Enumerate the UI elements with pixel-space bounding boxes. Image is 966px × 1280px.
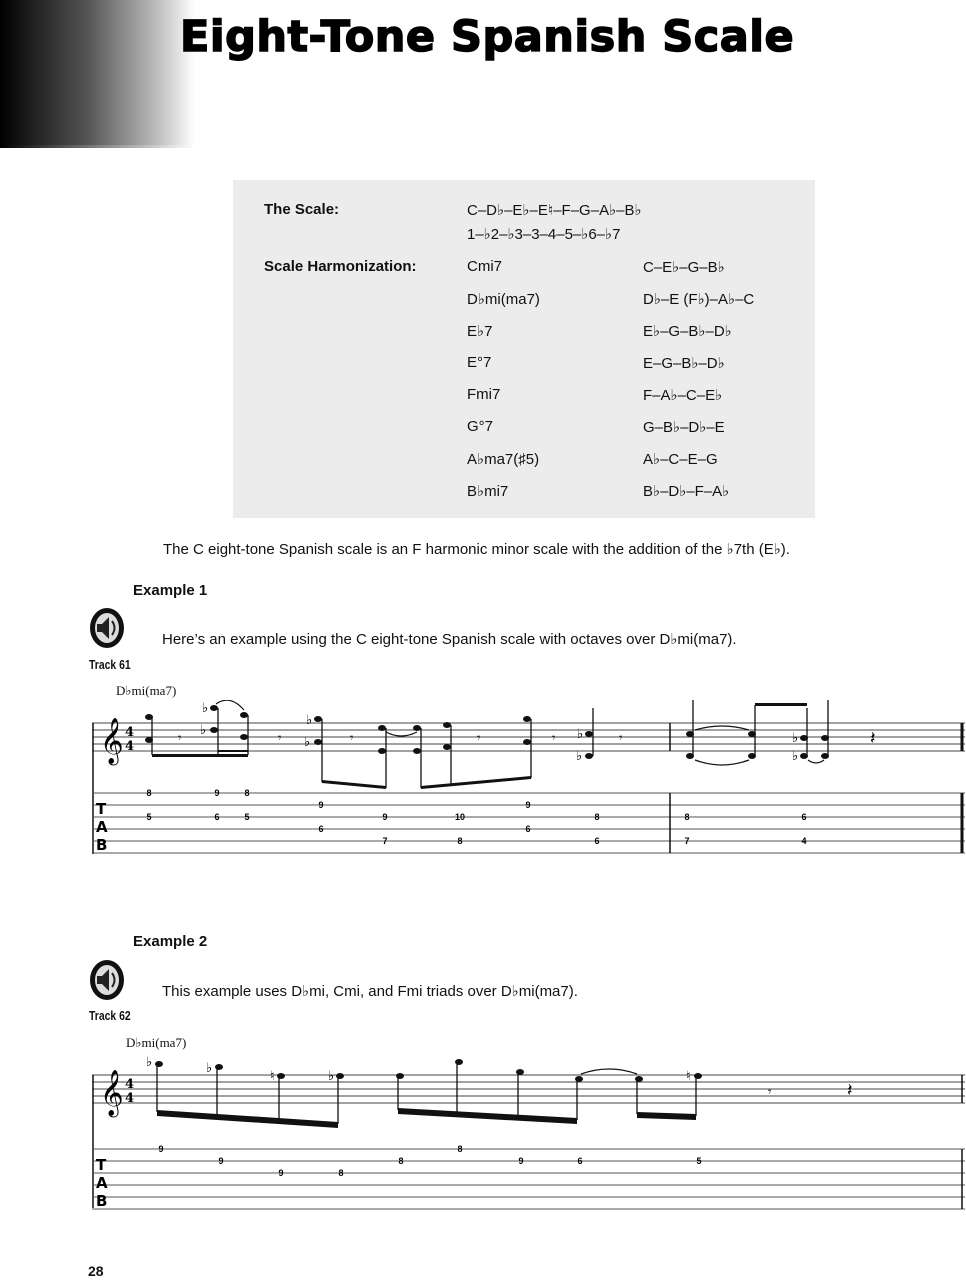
chord-name: A♭ma7(♯5)	[467, 451, 540, 468]
svg-text:A: A	[96, 1174, 108, 1192]
svg-text:𝄞: 𝄞	[100, 718, 124, 764]
chord-name: Cmi7	[467, 258, 503, 275]
svg-text:9: 9	[278, 1168, 284, 1178]
svg-text:8: 8	[457, 1144, 463, 1154]
page-number: 28	[88, 1263, 104, 1279]
description-text: The C eight-tone Spanish scale is an F harmonic minor scale with the addition of the ♭7th (E♭).	[163, 541, 790, 558]
svg-text:B: B	[96, 836, 108, 854]
svg-text:9: 9	[525, 800, 531, 810]
svg-text:4: 4	[801, 836, 807, 846]
example-2-notation	[92, 1052, 966, 1212]
svg-text:♭: ♭	[792, 749, 799, 764]
svg-text:B: B	[96, 1192, 108, 1210]
svg-text:♭: ♭	[577, 727, 584, 742]
svg-text:7: 7	[382, 836, 388, 846]
tab-clef	[96, 800, 108, 854]
svg-text:5: 5	[696, 1156, 702, 1166]
svg-text:6: 6	[214, 812, 220, 822]
svg-text:𝄾: 𝄾	[477, 731, 481, 746]
svg-text:6: 6	[594, 836, 600, 846]
svg-text:8: 8	[338, 1168, 344, 1178]
scale-notes: C–D♭–E♭–E♮–F–G–A♭–B♭	[467, 202, 642, 219]
svg-text:9: 9	[318, 800, 324, 810]
svg-text:6: 6	[318, 824, 324, 834]
svg-text:9: 9	[158, 1144, 164, 1154]
svg-text:4: 4	[125, 1091, 135, 1106]
chord-notes: B♭–D♭–F–A♭	[643, 483, 730, 500]
svg-text:6: 6	[525, 824, 531, 834]
svg-text:4: 4	[125, 739, 135, 754]
svg-text:♭: ♭	[146, 1055, 153, 1070]
example-2-title: Example 2	[133, 933, 208, 950]
chord-notes: D♭–E (F♭)–A♭–C	[643, 291, 755, 308]
svg-text:𝄽: 𝄽	[847, 1080, 853, 1101]
svg-text:𝄾: 𝄾	[768, 1085, 772, 1100]
chord-name: B♭mi7	[467, 483, 509, 500]
svg-text:♭: ♭	[206, 1061, 213, 1076]
chord-notes: E–G–B♭–D♭	[643, 355, 725, 372]
svg-text:5: 5	[244, 812, 250, 822]
svg-text:9: 9	[218, 1156, 224, 1166]
chord-notes: C–E♭–G–B♭	[643, 259, 725, 276]
svg-text:4: 4	[125, 1077, 135, 1092]
svg-text:♮: ♮	[270, 1069, 275, 1084]
svg-text:9: 9	[382, 812, 388, 822]
svg-text:8: 8	[244, 788, 250, 798]
example-1-notation	[92, 700, 966, 860]
svg-text:𝄾: 𝄾	[278, 731, 282, 746]
svg-text:𝄾: 𝄾	[350, 731, 354, 746]
chord-notes: F–A♭–C–E♭	[643, 387, 723, 404]
svg-text:10: 10	[454, 812, 466, 822]
svg-text:𝄽: 𝄽	[870, 728, 876, 749]
svg-text:5: 5	[146, 812, 152, 822]
svg-text:9: 9	[214, 788, 220, 798]
chord-name: E°7	[467, 354, 492, 371]
svg-text:6: 6	[577, 1156, 583, 1166]
svg-text:7: 7	[684, 836, 690, 846]
svg-text:𝄾: 𝄾	[552, 731, 556, 746]
track-62-label: Track 62	[89, 1008, 131, 1023]
svg-text:♮: ♮	[686, 1069, 691, 1084]
chord-notes: E♭–G–B♭–D♭	[643, 323, 732, 340]
page-title: Eight-Tone Spanish Scale	[180, 12, 795, 62]
svg-text:9: 9	[518, 1156, 524, 1166]
svg-text:8: 8	[398, 1156, 404, 1166]
audio-speaker-icon[interactable]	[88, 606, 126, 650]
example-1-text: Here’s an example using the C eight-tone Spanish scale with octaves over D♭mi(ma7).	[162, 631, 737, 648]
svg-text:𝄞: 𝄞	[100, 1070, 124, 1116]
svg-text:8: 8	[594, 812, 600, 822]
scale-label: The Scale:	[264, 201, 340, 218]
chord-symbol: D♭mi(ma7)	[116, 683, 177, 698]
svg-text:8: 8	[146, 788, 152, 798]
chord-notes: G–B♭–D♭–E	[643, 419, 725, 436]
svg-text:T: T	[96, 800, 107, 818]
harmonization-label: Scale Harmonization:	[264, 258, 417, 275]
svg-text:♭: ♭	[792, 731, 799, 746]
header-gradient-bar	[0, 0, 195, 148]
svg-text:4: 4	[125, 725, 135, 740]
svg-text:♭: ♭	[202, 701, 209, 716]
chord-name: Fmi7	[467, 386, 501, 403]
example-2-text: This example uses D♭mi, Cmi, and Fmi triads over D♭mi(ma7).	[162, 983, 578, 1000]
scale-info-box	[233, 180, 815, 518]
svg-text:8: 8	[684, 812, 690, 822]
svg-text:♭: ♭	[304, 735, 311, 750]
svg-text:6: 6	[801, 812, 807, 822]
svg-text:♭: ♭	[200, 723, 207, 738]
svg-text:T: T	[96, 1156, 107, 1174]
svg-text:𝄾: 𝄾	[619, 731, 623, 746]
track-61-label: Track 61	[89, 657, 131, 672]
chord-name: E♭7	[467, 323, 493, 340]
svg-text:8: 8	[457, 836, 463, 846]
chord-name: G°7	[467, 418, 494, 435]
chord-symbol: D♭mi(ma7)	[126, 1035, 187, 1050]
svg-text:A: A	[96, 818, 108, 836]
svg-text:𝄾: 𝄾	[178, 731, 182, 746]
chord-name: D♭mi(ma7)	[467, 291, 540, 308]
example-1-title: Example 1	[133, 582, 208, 599]
svg-text:♭: ♭	[306, 713, 313, 728]
chord-notes: A♭–C–E–G	[643, 451, 718, 468]
audio-speaker-icon[interactable]	[88, 958, 126, 1002]
svg-text:♭: ♭	[328, 1069, 335, 1084]
scale-degrees: 1–♭2–♭3–3–4–5–♭6–♭7	[467, 226, 621, 243]
svg-text:♭: ♭	[576, 749, 583, 764]
